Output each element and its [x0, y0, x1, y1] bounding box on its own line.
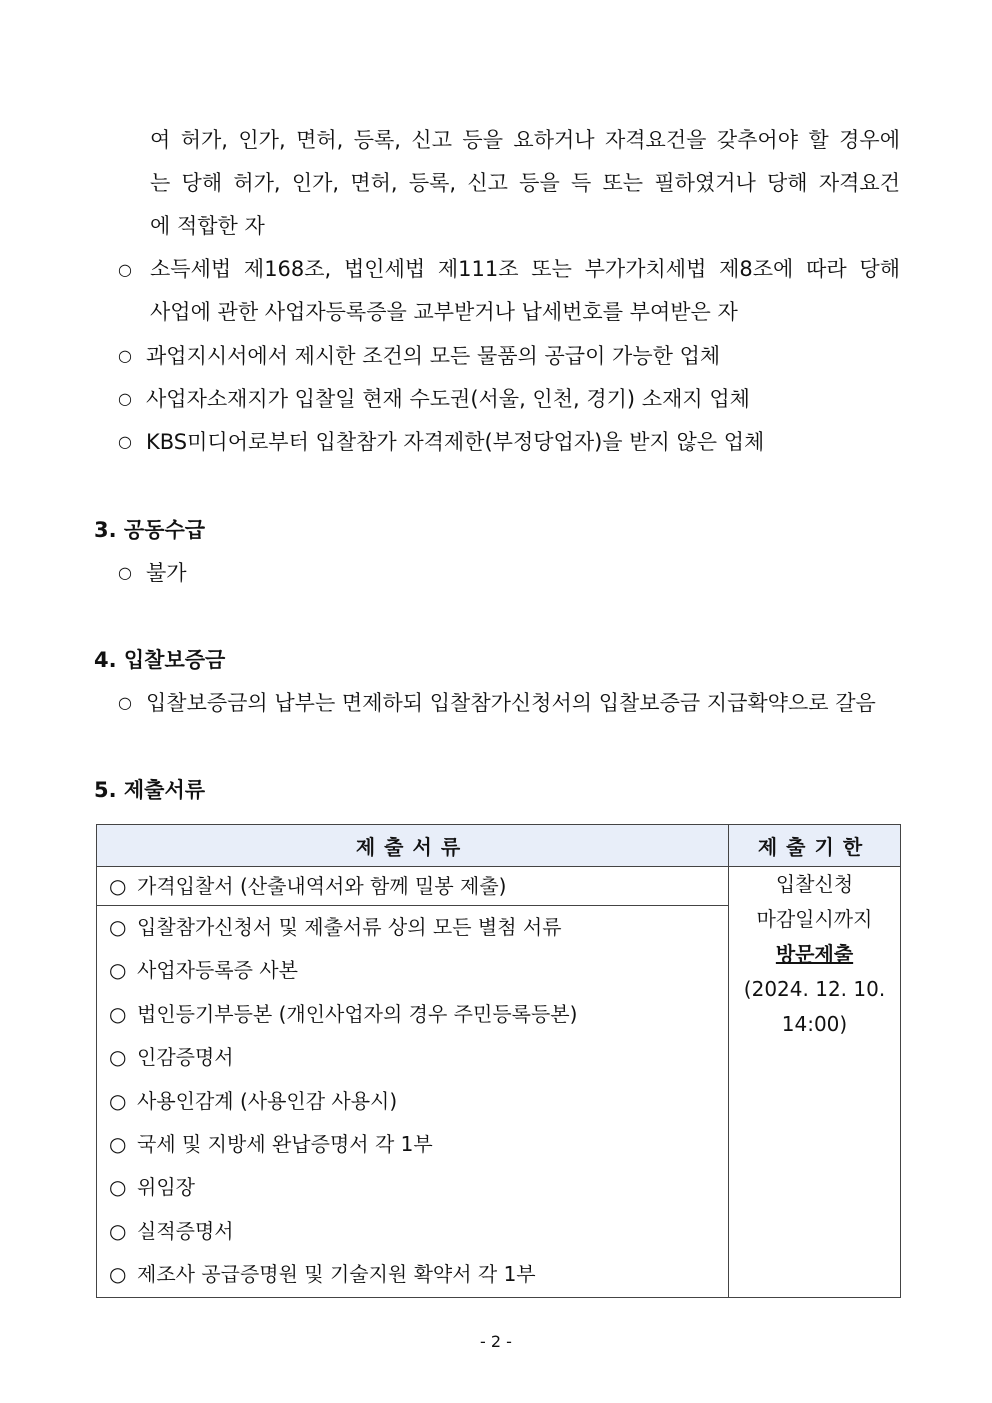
circle-icon: ○: [109, 1001, 127, 1026]
continuation-line-2: 는 당해 허가, 인가, 면허, 등록, 신고 등을 득 또는 필하였거나 당해 자격요건: [150, 171, 900, 195]
section-5-heading: 5. 제출서류: [94, 778, 206, 802]
bullet-circle-icon: ○: [118, 389, 132, 408]
circle-icon: ○: [109, 915, 127, 939]
deadline-time: 14:00): [781, 1012, 848, 1036]
list-item: [97, 1123, 728, 1166]
deadline-line-1: 입찰신청: [775, 872, 854, 896]
qualification-bullet-2: [118, 334, 720, 378]
circle-icon: ○: [109, 1131, 127, 1156]
header-documents: 제출서류: [97, 825, 729, 867]
bullet-circle-icon: ○: [118, 346, 132, 365]
circle-icon: ○: [109, 1045, 127, 1070]
bullet-circle-icon: ○: [118, 563, 132, 582]
list-item: [97, 993, 728, 1036]
bullet-circle-icon: ○: [118, 693, 132, 712]
header-deadline: 제출기한: [729, 825, 901, 867]
section-4-bullet-text: 입찰보증금의 납부는 면제하되 입찰참가신청서의 입찰보증금 지급확약으로 갈음: [146, 691, 876, 715]
deadline-cell: [729, 867, 901, 1298]
bullet-circle-icon: ○: [118, 260, 132, 279]
qualification-bullet-3-text: 사업자소재지가 입찰일 현재 수도권(서울, 인천, 경기) 소재지 업체: [146, 387, 750, 411]
list-item-text: 가격입찰서 (산출내역서와 함께 밀봉 제출): [137, 874, 507, 898]
submission-documents-table: [96, 824, 901, 1298]
list-item-text: 법인등기부등본 (개인사업자의 경우 주민등록등본): [137, 1001, 578, 1026]
deadline-line-2: 마감일시까지: [756, 907, 873, 931]
table-row: [97, 867, 901, 1298]
qualification-bullet-2-text: 과업지시서에서 제시한 조건의 모든 물품의 공급이 가능한 업체: [146, 344, 721, 368]
qualification-bullet-1: [118, 248, 900, 291]
bullet-circle-icon: ○: [118, 432, 132, 451]
qualification-bullet-4-text: KBS미디어로부터 입찰참가 자격제한(부정당업자)을 받지 않은 업체: [146, 430, 765, 454]
list-item-text: 사업자등록증 사본: [137, 958, 298, 983]
section-4-bullet: [118, 681, 876, 725]
list-item: [97, 1036, 728, 1079]
qualification-bullet-1-line1: 소득세법 제168조, 법인세법 제111조 또는 부가가치세법 제8조에 따라 당해: [150, 257, 900, 281]
circle-icon: ○: [109, 874, 127, 898]
list-item: [97, 1210, 728, 1253]
deadline-date: (2024. 12. 10.: [743, 977, 886, 1001]
circle-icon: ○: [109, 1262, 127, 1287]
section-4-heading: 4. 입찰보증금: [94, 648, 226, 672]
page-number: - 2 -: [480, 1332, 512, 1351]
list-item-text: 위임장: [137, 1175, 195, 1200]
list-item-text: 실적증명서: [137, 1218, 234, 1243]
section-3-bullet: [118, 551, 187, 595]
list-item-text: 인감증명서: [137, 1045, 234, 1070]
circle-icon: ○: [109, 1175, 127, 1200]
circle-icon: ○: [109, 958, 127, 983]
list-item: [97, 867, 728, 906]
list-item-text: 사용인감계 (사용인감 사용시): [137, 1088, 398, 1113]
list-item: [97, 949, 728, 992]
continuation-line-1: 여 허가, 인가, 면허, 등록, 신고 등을 요하거나 자격요건을 갖추어야 할 경우에: [150, 128, 900, 152]
continuation-line-3: 에 적합한 자: [150, 214, 265, 238]
qualification-bullet-4: [118, 420, 764, 464]
circle-icon: ○: [109, 1088, 127, 1113]
deadline-visit-submission: 방문제출: [775, 942, 854, 966]
list-item: [97, 1166, 728, 1209]
section-3-heading: 3. 공동수급: [94, 518, 206, 542]
table-header-row: [97, 825, 901, 867]
list-item-text: 입찰참가신청서 및 제출서류 상의 모든 별첨 서류: [137, 915, 562, 939]
qualification-bullet-3: [118, 377, 750, 421]
circle-icon: ○: [109, 1218, 127, 1243]
list-item-text: 제조사 공급증명원 및 기술지원 확약서 각 1부: [137, 1262, 536, 1287]
list-item-text: 국세 및 지방세 완납증명서 각 1부: [137, 1131, 433, 1156]
qualification-bullet-1-line2: 사업에 관한 사업자등록증을 교부받거나 납세번호를 부여받은 자: [150, 300, 738, 324]
list-item: [97, 906, 728, 949]
list-item: [97, 1253, 728, 1296]
list-item: [97, 1080, 728, 1123]
section-3-bullet-text: 불가: [146, 561, 187, 585]
documents-cell: [97, 867, 729, 1298]
